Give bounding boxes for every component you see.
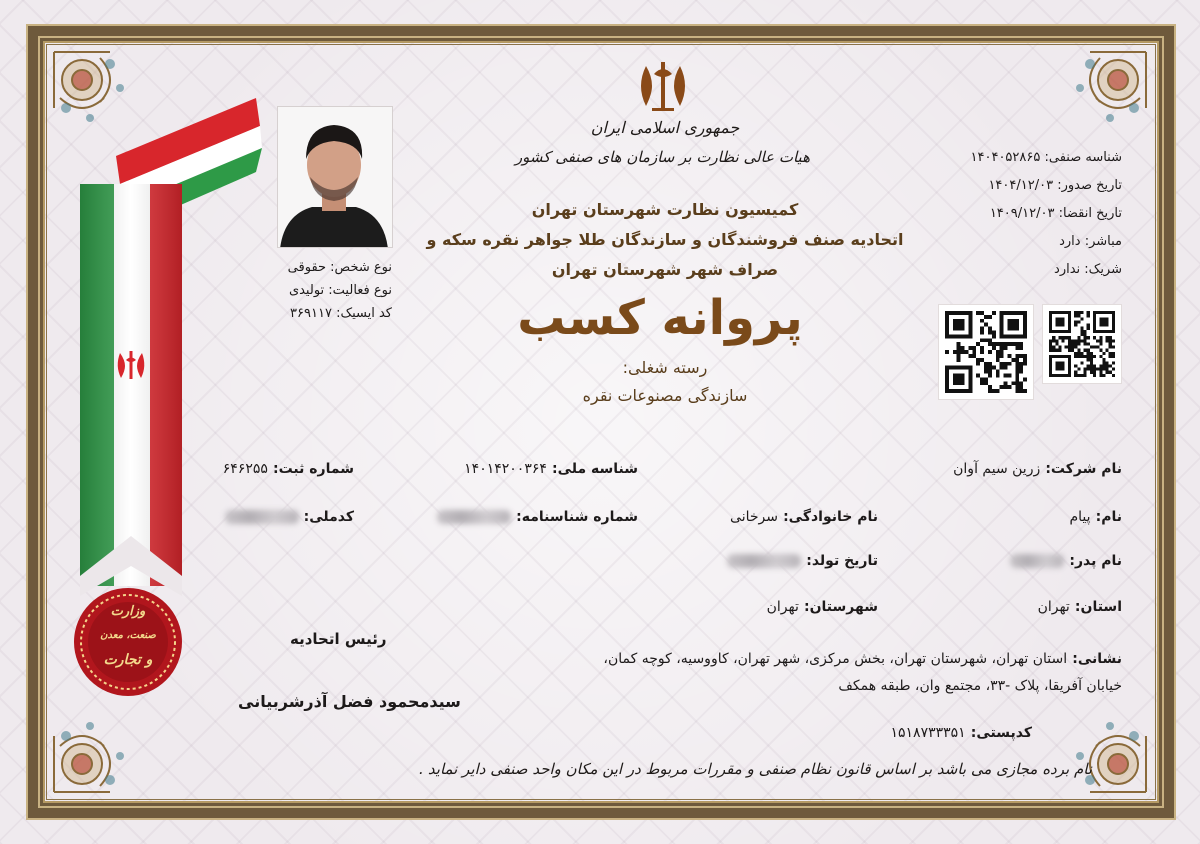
union-line-2: صراف شهر شهرستان تهران [551, 260, 779, 279]
city-field [767, 596, 878, 615]
ministry-seal [72, 586, 184, 698]
province-label: استان: [1074, 599, 1122, 615]
city-label: شهرستان: [803, 599, 878, 615]
license-title: پروانه کسب [517, 290, 803, 346]
company-label: نام شرکت: [1045, 461, 1122, 477]
corner-ornament [1058, 704, 1150, 796]
national-id-label: شناسه ملی: [551, 461, 638, 477]
birth-label: تاریخ تولد: [806, 553, 878, 569]
reg-no-label: شماره ثبت: [273, 461, 354, 477]
postal-value: ۱۵۱۸۷۳۳۳۵۱ [890, 725, 966, 741]
board-title: هیات عالی نظارت بر سازمان های صنفی کشور [514, 148, 810, 166]
province-field [1038, 596, 1122, 615]
reg-no-value: ۶۴۶۲۵۵ [222, 461, 268, 477]
city-value: تهران [766, 599, 799, 615]
qr-code[interactable] [1042, 304, 1122, 384]
id-no-label: شماره شناسنامه: [516, 509, 638, 525]
issue-date: تاریخ صدور: ۱۴۰۴/۱۲/۰۳ [988, 178, 1122, 193]
isic-code: کد ایسیک: ۳۶۹۱۱۷ [290, 306, 392, 321]
postal-label: کدپستی: [970, 725, 1032, 741]
family-field [730, 506, 878, 525]
redacted-value [437, 510, 511, 524]
qr-code[interactable] [938, 304, 1034, 400]
address-line-1: استان تهران، شهرستان تهران، بخش مرکزی، شهر تهران، کاووسیه، کوچه کمان، [603, 651, 1068, 667]
company-value: زرین سیم آوان [953, 461, 1041, 477]
person-type: نوع شخص: حقوقی [287, 260, 392, 275]
seal-text-top: وزارت [110, 604, 146, 619]
republic-title: جمهوری اسلامی ایران [590, 118, 740, 137]
reg-no-field [223, 458, 354, 477]
name-label: نام: [1095, 509, 1122, 525]
category-value: سازندگی مصنوعات نقره [582, 386, 748, 405]
category-label: رسته شغلی: [622, 358, 708, 377]
father-label: نام پدر: [1069, 553, 1122, 569]
company-field [953, 458, 1122, 477]
address-line-2: خیابان آفریقا، پلاک -۳۳، مجتمع وان، طبقه همکف [838, 678, 1122, 694]
signer-role: رئیس اتحادیه [290, 630, 387, 648]
address-field [603, 648, 1122, 667]
melli-code-label: کدملی: [303, 509, 354, 525]
redacted-value [727, 554, 801, 568]
holder-photo [277, 106, 393, 248]
redacted-value [225, 510, 299, 524]
address-label: نشانی: [1072, 651, 1122, 667]
father-field [1010, 550, 1122, 569]
seal-text-bottom: و تجارت [103, 652, 153, 668]
birth-field [727, 550, 878, 569]
commission-title: کمیسیون نظارت شهرستان تهران [531, 200, 799, 219]
province-value: تهران [1037, 599, 1070, 615]
id-no-field [437, 506, 638, 525]
redacted-value [1010, 554, 1064, 568]
family-value: سرخانی [730, 509, 778, 525]
national-id-field [464, 458, 638, 477]
corner-ornament [50, 704, 142, 796]
family-label: نام خانوادگی: [783, 509, 878, 525]
expiry-date: تاریخ انقضا: ۱۴۰۹/۱۲/۰۳ [989, 206, 1122, 221]
footer-note: نام برده مجازی می باشد بر اساس قانون نظام صنفی و مقررات مربوط در این مکان واحد صنفی دایر نماید . [418, 760, 1092, 778]
direct-status: مباشر: دارد [1059, 234, 1122, 249]
melli-code-field [225, 506, 354, 525]
national-id-value: ۱۴۰۱۴۲۰۰۳۶۴ [464, 461, 547, 477]
signer-name: سیدمحمود فضل آذرشربیانی [238, 692, 461, 711]
postal-field [890, 722, 1032, 741]
union-line-1: اتحادیه صنف فروشندگان و سازندگان طلا جواهر نقره سکه و [426, 230, 904, 249]
seal-text-mid: صنعت، معدن [100, 630, 156, 641]
name-value: پیام [1069, 509, 1091, 525]
name-field [1069, 506, 1122, 525]
guild-id: شناسه صنفی: ۱۴۰۴۰۵۲۸۶۵ [970, 150, 1122, 165]
partner-status: شریک: ندارد [1054, 262, 1122, 277]
activity-type: نوع فعالیت: تولیدی [288, 283, 392, 298]
corner-ornament [1058, 48, 1150, 140]
emblem-icon [634, 60, 692, 112]
